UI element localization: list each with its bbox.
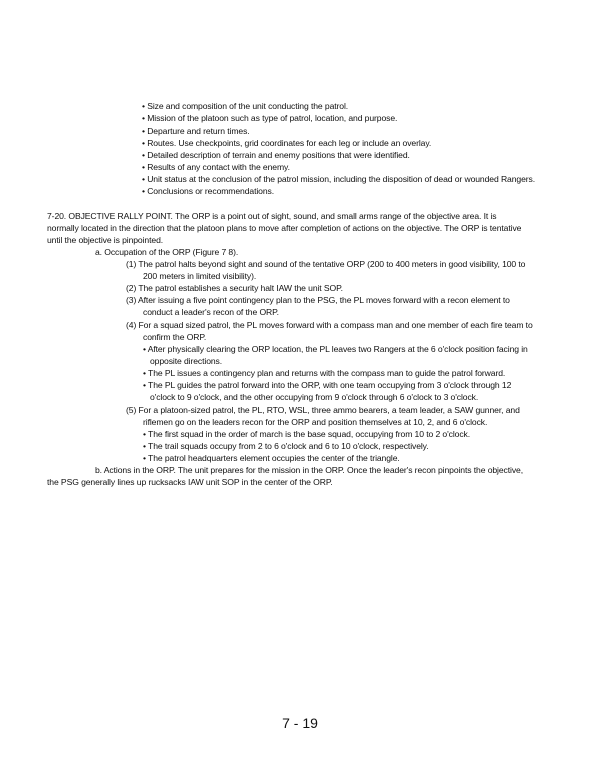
occupation-heading: a. Occupation of the ORP (Figure 7 8). [95, 247, 239, 257]
occupation-item-3-cont: conduct a leader's recon of the ORP. [143, 307, 279, 317]
item-4-bullet: • After physically clearing the ORP location, the PL leaves two Rangers at the 6 o'clock position facing in [143, 344, 528, 354]
summary-bullet: • Unit status at the conclusion of the patrol mission, including the disposition of dead or wounded Rangers. [142, 174, 536, 184]
section-7-20-line: until the objective is pinpointed. [47, 235, 164, 245]
summary-bullet: • Detailed description of terrain and enemy positions that were identified. [142, 150, 410, 160]
occupation-item-4-cont: confirm the ORP. [143, 332, 207, 342]
occupation-item-4: (4) For a squad sized patrol, the PL moves forward with a compass man and one member of each fire team to [126, 320, 533, 330]
occupation-item-5: (5) For a platoon-sized patrol, the PL, RTO, WSL, three ammo bearers, a team leader, a SAW gunner, and [126, 405, 520, 415]
summary-bullet: • Conclusions or recommendations. [142, 186, 275, 196]
summary-bullet: • Size and composition of the unit conducting the patrol. [142, 101, 349, 111]
actions-line: the PSG generally lines up rucksacks IAW unit SOP in the center of the ORP. [47, 477, 333, 487]
occupation-item-2: (2) The patrol establishes a security halt IAW the unit SOP. [126, 283, 343, 293]
item-4-bullet: • The PL guides the patrol forward into the ORP, with one team occupying from 3 o'clock through 12 [143, 380, 512, 390]
section-7-20-line: normally located in the direction that the platoon plans to move after completion of actions on the objective. The ORP is tentative [47, 223, 522, 233]
occupation-item-5-cont: riflemen go on the leaders recon for the ORP and position themselves at 10, 2, and 6 o'clock. [143, 417, 488, 427]
item-4-bullet-cont: o'clock to 9 o'clock, and the other occupying from 9 o'clock through 6 o'clock to 3 o'clock. [150, 392, 479, 402]
occupation-item-1-cont: 200 meters in limited visibility). [143, 271, 257, 281]
summary-bullet: • Results of any contact with the enemy. [142, 162, 290, 172]
occupation-item-3: (3) After issuing a five point contingency plan to the PSG, the PL moves forward with a recon element to [126, 295, 510, 305]
item-5-bullet: • The trail squads occupy from 2 to 6 o'clock and 6 to 10 o'clock, respectively. [143, 441, 429, 451]
item-5-bullet: • The first squad in the order of march is the base squad, occupying from 10 to 2 o'clock. [143, 429, 471, 439]
actions-line: b. Actions in the ORP. The unit prepares for the mission in the ORP. Once the leader's recon pinpoints the objective, [95, 465, 523, 475]
item-5-bullet: • The patrol headquarters element occupies the center of the triangle. [143, 453, 400, 463]
item-4-bullet-cont: opposite directions. [150, 356, 223, 366]
section-7-20-line: 7-20. OBJECTIVE RALLY POINT. The ORP is a point out of sight, sound, and small arms range of the objective area. It is [47, 211, 497, 221]
item-4-bullet: • The PL issues a contingency plan and returns with the compass man to guide the patrol forward. [143, 368, 506, 378]
occupation-item-1: (1) The patrol halts beyond sight and sound of the tentative ORP (200 to 400 meters in good visibility, 100 to [126, 259, 526, 269]
summary-bullet: • Routes. Use checkpoints, grid coordinates for each leg or include an overlay. [142, 138, 432, 148]
page-number: 7 - 19 [282, 715, 318, 731]
summary-bullet: • Departure and return times. [142, 126, 250, 136]
summary-bullet: • Mission of the platoon such as type of patrol, location, and purpose. [142, 113, 398, 123]
